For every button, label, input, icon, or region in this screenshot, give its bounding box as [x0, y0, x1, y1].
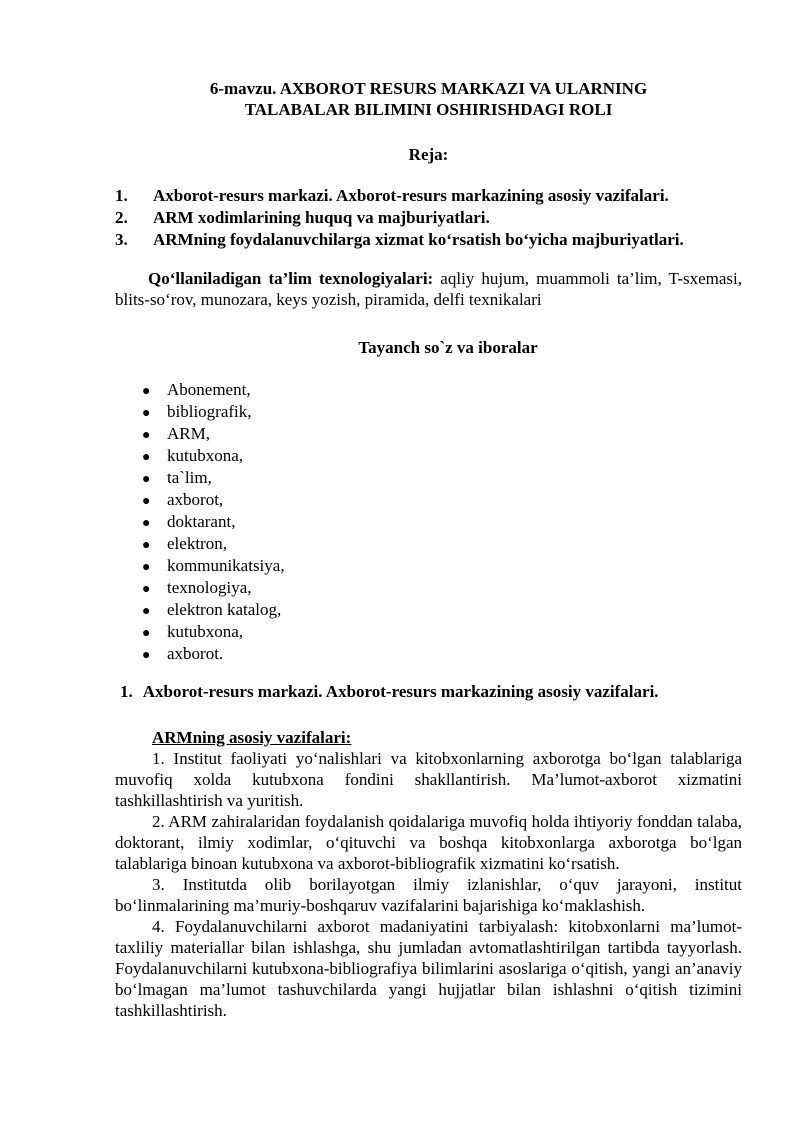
plan-list [115, 185, 755, 251]
list-item [142, 599, 285, 621]
keyword-text: elektron, [167, 534, 227, 553]
title-line-1: 6-mavzu. AXBOROT RESURS MARKAZI VA ULARNING [209, 79, 648, 98]
keywords-list [142, 379, 285, 665]
keywords-heading: Tayanch so`z va iboralar [358, 338, 538, 357]
bullet-icon: ● [142, 406, 151, 421]
bullet-icon: ● [142, 560, 151, 575]
plan-item-number: 2. [115, 208, 128, 227]
keyword-text: texnologiya, [167, 578, 252, 597]
task-paragraph: 3. Institutda olib borilayotgan ilmiy izlanishlar, o‘quv jarayoni, institut bo‘linmalarining ma’muriy-boshqaruv vazifalarini bajarishiga ko‘maklashish. [115, 875, 742, 915]
list-item [142, 555, 285, 577]
list-item [142, 379, 285, 401]
task-paragraph: 2. ARM zahiralaridan foydalanish qoidalariga muvofiq holda ihtiyoriy fonddan talaba, doktorant, ilmiy xodimlar, o‘qituvchi va boshqa kitobxonlarga axborotga bo‘lgan talablariga binoan kutubxona va axborot-bibliografik xizmatini ko‘rsatish. [115, 812, 742, 873]
plan-item [115, 207, 755, 229]
bullet-icon: ● [142, 428, 151, 443]
plan-item [115, 229, 755, 251]
plan-item-number: 1. [115, 186, 128, 205]
title-line-2: TALABALAR BILIMINI OSHIRISHDAGI ROLI [244, 100, 613, 119]
plan-item [115, 185, 755, 207]
list-item [142, 577, 285, 599]
plan-item-text: ARMning foydalanuvchilarga xizmat ko‘rsatish bo‘yicha majburiyatlari. [153, 230, 684, 249]
bullet-icon: ● [142, 538, 151, 553]
plan-item-text: Axborot-resurs markazi. Axborot-resurs markazining asosiy vazifalari. [153, 186, 669, 205]
bullet-icon: ● [142, 450, 151, 465]
keyword-text: ARM, [167, 424, 210, 443]
keyword-text: axborot, [167, 490, 224, 509]
arm-tasks-body [115, 748, 742, 1021]
bullet-icon: ● [142, 472, 151, 487]
keyword-text: ta`lim, [167, 468, 212, 487]
arm-tasks-heading: ARMning asosiy vazifalari: [152, 728, 352, 747]
bullet-icon: ● [142, 516, 151, 531]
document-title [115, 78, 742, 120]
bullet-icon: ● [142, 604, 151, 619]
plan-item-number: 3. [115, 230, 128, 249]
bullet-icon: ● [142, 648, 151, 663]
keyword-text: kommunikatsiya, [167, 556, 285, 575]
keyword-text: kutubxona, [167, 622, 244, 641]
list-item [142, 489, 285, 511]
section-title: Axborot-resurs markazi. Axborot-resurs markazining asosiy vazifalari. [142, 682, 659, 701]
technologies-text: aqliy hujum, muammoli ta’lim, T-sxemasi, blits-so‘rov, munozara, keys yozish, piramida, delfi texnikalari [115, 269, 742, 309]
list-item [142, 467, 285, 489]
keyword-text: bibliografik, [167, 402, 252, 421]
task-paragraph: 4. Foydalanuvchilarni axborot madaniyatini tarbiyalash: kitobxonlarni ma’lumot-taxliliy materiallar bilan ishlashga, shu jumladan avtomatlashtirilgan tartibda tayyorlash. Foydalanuvchilarni kutubxona-bibliografiya bilimlarini asoslariga o‘qitish, yangi an’anaviy bo‘lmagan ma’lumot tashuvchilarda yangi hujjatlar bilan ishlashni o‘qitish tizimini tashkillashtirish. [115, 917, 742, 1020]
technologies-paragraph [115, 268, 742, 310]
keyword-text: elektron katalog, [167, 600, 282, 619]
keyword-text: kutubxona, [167, 446, 244, 465]
list-item [142, 621, 285, 643]
section-number: 1. [120, 682, 133, 701]
section-heading [120, 682, 760, 702]
list-item [142, 643, 285, 665]
list-item [142, 533, 285, 555]
task-paragraph: 1. Institut faoliyati yo‘nalishlari va kitobxonlarning axborotga bo‘lgan talablariga muvofiq xolda kutubxona fondini shakllantirish. Ma’lumot-axborot xizmatini tashkillashtirish va yuritish. [115, 749, 742, 810]
list-item [142, 445, 285, 467]
list-item [142, 423, 285, 445]
technologies-label: Qo‘llaniladigan ta’lim texnologiyalari: [148, 269, 434, 288]
bullet-icon: ● [142, 384, 151, 399]
plan-heading: Reja: [408, 145, 449, 164]
list-item [142, 511, 285, 533]
plan-item-text: ARM xodimlarining huquq va majburiyatlari. [153, 208, 490, 227]
keyword-text: Abonement, [167, 380, 251, 399]
bullet-icon: ● [142, 582, 151, 597]
bullet-icon: ● [142, 626, 151, 641]
keyword-text: doktarant, [167, 512, 236, 531]
bullet-icon: ● [142, 494, 151, 509]
list-item [142, 401, 285, 423]
keyword-text: axborot. [167, 644, 224, 663]
